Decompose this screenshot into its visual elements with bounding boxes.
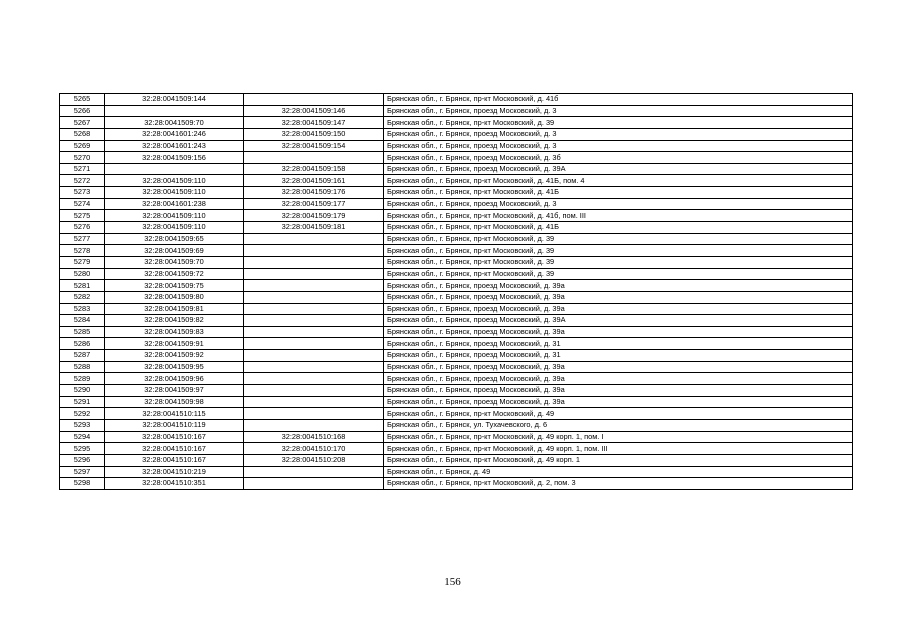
related-cadastral-number-cell: 32:28:0041510:168 — [244, 431, 384, 443]
related-cadastral-number-cell: 32:28:0041509:150 — [244, 128, 384, 140]
related-cadastral-number-cell — [244, 373, 384, 385]
related-cadastral-number-cell — [244, 303, 384, 315]
table-row — [60, 338, 853, 350]
cadastral-number-cell: 32:28:0041509:69 — [105, 245, 244, 257]
related-cadastral-number-cell: 32:28:0041509:161 — [244, 175, 384, 187]
address-cell: Брянская обл., г. Брянск, пр-кт Московский, д. 39 — [384, 117, 853, 129]
related-cadastral-number-cell — [244, 361, 384, 373]
address-cell: Брянская обл., г. Брянск, проезд Московский, д. 39а — [384, 280, 853, 292]
table-row — [60, 385, 853, 397]
address-cell: Брянская обл., г. Брянск, проезд Московский, д. 3 — [384, 105, 853, 117]
table-row — [60, 198, 853, 210]
related-cadastral-number-cell: 32:28:0041509:147 — [244, 117, 384, 129]
row-number-cell: 5287 — [60, 350, 105, 362]
cadastral-number-cell: 32:28:0041510:351 — [105, 478, 244, 490]
address-cell: Брянская обл., г. Брянск, пр-кт Московский, д. 49 корп. 1 — [384, 454, 853, 466]
row-number-cell: 5291 — [60, 396, 105, 408]
cadastral-number-cell: 32:28:0041509:83 — [105, 326, 244, 338]
cadastral-number-cell: 32:28:0041509:96 — [105, 373, 244, 385]
related-cadastral-number-cell — [244, 326, 384, 338]
row-number-cell: 5283 — [60, 303, 105, 315]
related-cadastral-number-cell: 32:28:0041509:181 — [244, 222, 384, 234]
related-cadastral-number-cell — [244, 315, 384, 327]
table-row — [60, 396, 853, 408]
table-row — [60, 140, 853, 152]
table-row — [60, 326, 853, 338]
table-row — [60, 222, 853, 234]
address-cell: Брянская обл., г. Брянск, д. 49 — [384, 466, 853, 478]
table-row — [60, 256, 853, 268]
row-number-cell: 5289 — [60, 373, 105, 385]
address-cell: Брянская обл., г. Брянск, проезд Московский, д. 31 — [384, 338, 853, 350]
address-cell: Брянская обл., г. Брянск, проезд Московский, д. 39а — [384, 373, 853, 385]
address-cell: Брянская обл., г. Брянск, пр-кт Московский, д. 39 — [384, 256, 853, 268]
row-number-cell: 5278 — [60, 245, 105, 257]
row-number-cell: 5268 — [60, 128, 105, 140]
related-cadastral-number-cell — [244, 268, 384, 280]
related-cadastral-number-cell: 32:28:0041509:146 — [244, 105, 384, 117]
address-cell: Брянская обл., г. Брянск, проезд Московский, д. 39а — [384, 326, 853, 338]
row-number-cell: 5293 — [60, 419, 105, 431]
related-cadastral-number-cell: 32:28:0041510:170 — [244, 443, 384, 455]
row-number-cell: 5272 — [60, 175, 105, 187]
row-number-cell: 5273 — [60, 187, 105, 199]
row-number-cell: 5266 — [60, 105, 105, 117]
row-number-cell: 5270 — [60, 152, 105, 164]
cadastral-number-cell: 32:28:0041509:98 — [105, 396, 244, 408]
related-cadastral-number-cell — [244, 385, 384, 397]
related-cadastral-number-cell — [244, 280, 384, 292]
related-cadastral-number-cell — [244, 396, 384, 408]
row-number-cell: 5288 — [60, 361, 105, 373]
cadastral-number-cell: 32:28:0041509:110 — [105, 222, 244, 234]
cadastral-number-cell: 32:28:0041601:243 — [105, 140, 244, 152]
address-cell: Брянская обл., г. Брянск, пр-кт Московский, д. 41Б, пом. 4 — [384, 175, 853, 187]
cadastral-number-cell: 32:28:0041509:80 — [105, 291, 244, 303]
row-number-cell: 5274 — [60, 198, 105, 210]
address-cell: Брянская обл., г. Брянск, пр-кт Московский, д. 49 — [384, 408, 853, 420]
table-row — [60, 466, 853, 478]
address-cell: Брянская обл., г. Брянск, проезд Московский, д. 3 — [384, 128, 853, 140]
cadastral-number-cell: 32:28:0041509:82 — [105, 315, 244, 327]
table-row — [60, 268, 853, 280]
related-cadastral-number-cell — [244, 245, 384, 257]
table-row — [60, 431, 853, 443]
cadastral-number-cell — [105, 105, 244, 117]
cadastral-number-cell: 32:28:0041509:70 — [105, 117, 244, 129]
cadastral-number-cell: 32:28:0041509:72 — [105, 268, 244, 280]
cadastral-number-cell: 32:28:0041510:119 — [105, 419, 244, 431]
table-row — [60, 152, 853, 164]
cadastral-number-cell: 32:28:0041509:156 — [105, 152, 244, 164]
table-row — [60, 443, 853, 455]
cadastral-number-cell: 32:28:0041509:110 — [105, 210, 244, 222]
address-cell: Брянская обл., г. Брянск, пр-кт Московский, д. 2, пом. 3 — [384, 478, 853, 490]
table-row — [60, 187, 853, 199]
related-cadastral-number-cell: 32:28:0041509:179 — [244, 210, 384, 222]
related-cadastral-number-cell: 32:28:0041509:158 — [244, 163, 384, 175]
table-row — [60, 94, 853, 106]
cadastral-number-cell: 32:28:0041510:115 — [105, 408, 244, 420]
cadastral-number-cell: 32:28:0041509:81 — [105, 303, 244, 315]
row-number-cell: 5294 — [60, 431, 105, 443]
related-cadastral-number-cell: 32:28:0041510:208 — [244, 454, 384, 466]
address-cell: Брянская обл., г. Брянск, проезд Московский, д. 39А — [384, 163, 853, 175]
cadastral-number-cell: 32:28:0041509:95 — [105, 361, 244, 373]
row-number-cell: 5282 — [60, 291, 105, 303]
row-number-cell: 5286 — [60, 338, 105, 350]
related-cadastral-number-cell — [244, 291, 384, 303]
address-cell: Брянская обл., г. Брянск, пр-кт Московский, д. 49 корп. 1, пом. III — [384, 443, 853, 455]
address-cell: Брянская обл., г. Брянск, пр-кт Московский, д. 41б — [384, 94, 853, 106]
table-row — [60, 117, 853, 129]
address-cell: Брянская обл., г. Брянск, пр-кт Московский, д. 41Б — [384, 187, 853, 199]
address-cell: Брянская обл., г. Брянск, проезд Московский, д. 39а — [384, 291, 853, 303]
table-row — [60, 373, 853, 385]
cadastral-number-cell: 32:28:0041509:97 — [105, 385, 244, 397]
cadastral-number-cell: 32:28:0041509:65 — [105, 233, 244, 245]
row-number-cell: 5281 — [60, 280, 105, 292]
row-number-cell: 5284 — [60, 315, 105, 327]
table-row — [60, 128, 853, 140]
address-cell: Брянская обл., г. Брянск, пр-кт Московский, д. 41б, пом. III — [384, 210, 853, 222]
table-row — [60, 315, 853, 327]
row-number-cell: 5296 — [60, 454, 105, 466]
related-cadastral-number-cell: 32:28:0041509:176 — [244, 187, 384, 199]
cadastral-registry-table — [59, 93, 853, 490]
row-number-cell: 5265 — [60, 94, 105, 106]
cadastral-number-cell: 32:28:0041601:238 — [105, 198, 244, 210]
address-cell: Брянская обл., г. Брянск, пр-кт Московский, д. 39 — [384, 233, 853, 245]
row-number-cell: 5280 — [60, 268, 105, 280]
table-row — [60, 210, 853, 222]
row-number-cell: 5277 — [60, 233, 105, 245]
address-cell: Брянская обл., г. Брянск, проезд Московский, д. 39а — [384, 361, 853, 373]
row-number-cell: 5290 — [60, 385, 105, 397]
registry-table-body — [60, 94, 853, 490]
related-cadastral-number-cell — [244, 350, 384, 362]
address-cell: Брянская обл., г. Брянск, проезд Московский, д. 3 — [384, 198, 853, 210]
address-cell: Брянская обл., г. Брянск, ул. Тухачевского, д. 6 — [384, 419, 853, 431]
row-number-cell: 5279 — [60, 256, 105, 268]
row-number-cell: 5276 — [60, 222, 105, 234]
table-row — [60, 408, 853, 420]
address-cell: Брянская обл., г. Брянск, проезд Московский, д. 39а — [384, 385, 853, 397]
address-cell: Брянская обл., г. Брянск, пр-кт Московский, д. 39 — [384, 245, 853, 257]
cadastral-number-cell: 32:28:0041510:167 — [105, 454, 244, 466]
related-cadastral-number-cell — [244, 338, 384, 350]
row-number-cell: 5297 — [60, 466, 105, 478]
address-cell: Брянская обл., г. Брянск, проезд Московский, д. 31 — [384, 350, 853, 362]
related-cadastral-number-cell — [244, 419, 384, 431]
cadastral-number-cell: 32:28:0041510:219 — [105, 466, 244, 478]
address-cell: Брянская обл., г. Брянск, проезд Московский, д. 39а — [384, 303, 853, 315]
row-number-cell: 5269 — [60, 140, 105, 152]
related-cadastral-number-cell — [244, 94, 384, 106]
cadastral-number-cell: 32:28:0041509:92 — [105, 350, 244, 362]
cadastral-number-cell: 32:28:0041509:110 — [105, 175, 244, 187]
table-row — [60, 303, 853, 315]
table-row — [60, 280, 853, 292]
table-row — [60, 245, 853, 257]
address-cell: Брянская обл., г. Брянск, пр-кт Московский, д. 41Б — [384, 222, 853, 234]
related-cadastral-number-cell — [244, 233, 384, 245]
cadastral-number-cell — [105, 163, 244, 175]
address-cell: Брянская обл., г. Брянск, проезд Московский, д. 3 — [384, 140, 853, 152]
table-row — [60, 105, 853, 117]
address-cell: Брянская обл., г. Брянск, проезд Московский, д. 39А — [384, 315, 853, 327]
related-cadastral-number-cell — [244, 466, 384, 478]
row-number-cell: 5292 — [60, 408, 105, 420]
address-cell: Брянская обл., г. Брянск, пр-кт Московский, д. 39 — [384, 268, 853, 280]
related-cadastral-number-cell — [244, 408, 384, 420]
row-number-cell: 5298 — [60, 478, 105, 490]
related-cadastral-number-cell — [244, 152, 384, 164]
table-row — [60, 163, 853, 175]
cadastral-number-cell: 32:28:0041601:246 — [105, 128, 244, 140]
table-row — [60, 478, 853, 490]
row-number-cell: 5285 — [60, 326, 105, 338]
cadastral-number-cell: 32:28:0041510:167 — [105, 431, 244, 443]
cadastral-number-cell: 32:28:0041509:75 — [105, 280, 244, 292]
row-number-cell: 5275 — [60, 210, 105, 222]
table-row — [60, 350, 853, 362]
table-row — [60, 233, 853, 245]
address-cell: Брянская обл., г. Брянск, проезд Московский, д. 39а — [384, 396, 853, 408]
table-row — [60, 291, 853, 303]
related-cadastral-number-cell: 32:28:0041509:154 — [244, 140, 384, 152]
cadastral-number-cell: 32:28:0041510:167 — [105, 443, 244, 455]
cadastral-number-cell: 32:28:0041509:70 — [105, 256, 244, 268]
row-number-cell: 5295 — [60, 443, 105, 455]
table-row — [60, 175, 853, 187]
cadastral-number-cell: 32:28:0041509:91 — [105, 338, 244, 350]
related-cadastral-number-cell — [244, 256, 384, 268]
table-row — [60, 361, 853, 373]
related-cadastral-number-cell: 32:28:0041509:177 — [244, 198, 384, 210]
row-number-cell: 5271 — [60, 163, 105, 175]
address-cell: Брянская обл., г. Брянск, проезд Московский, д. 3б — [384, 152, 853, 164]
table-row — [60, 419, 853, 431]
cadastral-number-cell: 32:28:0041509:110 — [105, 187, 244, 199]
row-number-cell: 5267 — [60, 117, 105, 129]
related-cadastral-number-cell — [244, 478, 384, 490]
address-cell: Брянская обл., г. Брянск, пр-кт Московский, д. 49 корп. 1, пом. I — [384, 431, 853, 443]
table-row — [60, 454, 853, 466]
page-number: 156 — [444, 576, 461, 588]
cadastral-number-cell: 32:28:0041509:144 — [105, 94, 244, 106]
